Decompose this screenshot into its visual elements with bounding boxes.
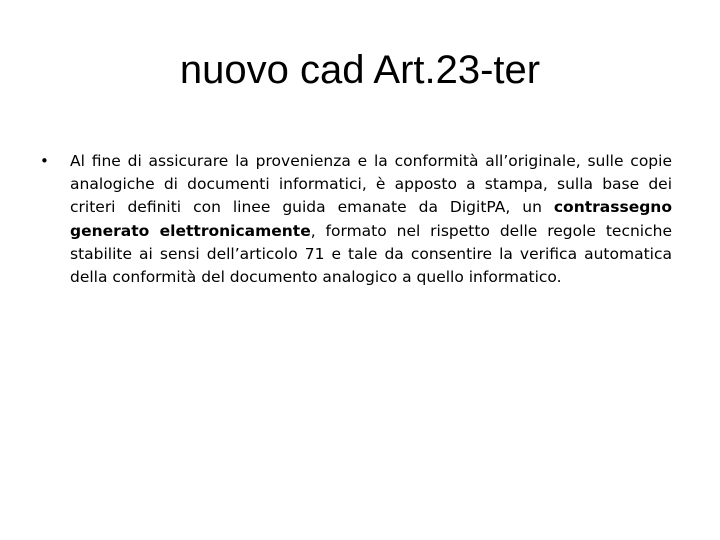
paragraph-bold-text: contrassegno generato elettronicamente <box>70 198 672 240</box>
bullet-list <box>40 150 672 289</box>
slide-title: nuovo cad Art.23-ter <box>179 48 541 92</box>
bullet-icon: • <box>40 152 49 170</box>
paragraph-text-part1: Al fine di assicurare la provenienza e la conformità all’originale, sulle copie analogiche di documenti informatici, è apposto a stampa, sulla base dei criteri definiti con linee guida emanate da DigitPA, un <box>70 152 672 217</box>
paragraph-text-part2: , formato nel rispetto delle regole tecniche stabilite ai sensi dell’articolo 71 e tale da consentire la verifica automatica della conformità del documento analogico a quello informatico. <box>70 221 672 287</box>
bullet-item <box>40 150 672 289</box>
